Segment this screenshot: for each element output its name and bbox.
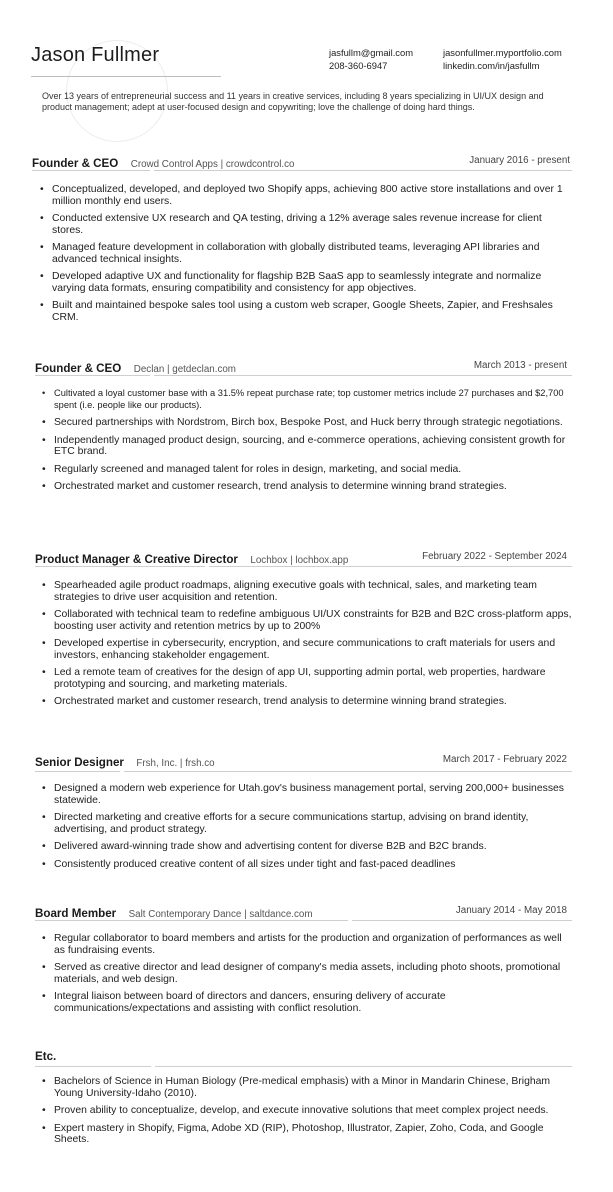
section-rule-left [32,170,150,171]
list-item: • Orchestrated market and customer research, trend analysis to determine winning brand strategies. [40,481,572,493]
section-title: Product Manager & Creative Director [35,553,238,566]
section-header [35,753,215,771]
list-item: • Independently managed product design, sourcing, and e-commerce operations, achieving consistent growth for ETC brand. [40,435,572,458]
section-rule-right [154,170,572,171]
bullet-list [40,1076,572,1146]
list-item: • Built and maintained bespoke sales tool using a custom web scraper, Google Sheets, Zapier, and Freshsales CRM. [38,300,572,324]
list-item: • Secured partnerships with Nordstrom, Birch box, Bespoke Post, and Huck berry through strategic negotiations. [40,417,572,429]
contact-portfolio[interactable]: jasonfullmer.myportfolio.com [443,47,562,58]
section-company: Lochbox | lochbox.app [250,555,349,566]
section-header [35,1047,56,1065]
section-rule-left [35,375,150,376]
section-rule-left [35,566,205,567]
list-item: • Conceptualized, developed, and deployed two Shopify apps, achieving 800 active store installations and over 1 million monthly end users. [38,184,572,208]
list-item: • Collaborated with technical team to redefine ambiguous UI/UX constraints for B2B and B2C cross-platform apps, boosting user activity and retention metrics by up to 200% [40,609,572,632]
section-rule-right [352,920,572,921]
list-item: • Directed marketing and creative efforts for a secure communications startup, advising on brand identity, advertising, and product strategy. [40,812,572,835]
list-item: • Expert mastery in Shopify, Figma, Adobe XD (RIP), Photoshop, Illustrator, Zapier, Zoho, Coda, and Google Sheets. [40,1123,572,1146]
section-title: Senior Designer [35,756,124,769]
bullet-list [40,933,572,1014]
section-date: January 2016 - present [469,155,570,166]
bullet-list [40,783,572,870]
list-item: • Delivered award-winning trade show and advertising content for diverse B2B and B2C brands. [40,841,572,853]
contact-linkedin[interactable]: linkedin.com/in/jasfullm [443,60,540,71]
list-item: • Conducted extensive UX research and QA testing, driving a 12% average sales revenue increase for client stores. [38,213,572,237]
section-date: March 2013 - present [473,360,567,371]
list-item: • Orchestrated market and customer research, trend analysis to determine winning brand strategies. [40,696,572,708]
list-item: • Served as creative director and lead designer of company's media assets, including photo shoots, promotional materials, and web design. [40,962,572,985]
list-item: • Regularly screened and managed talent for roles in design, marketing, and social media. [40,464,572,476]
list-item: • Designed a modern web experience for Utah.gov's business management portal, serving 200,000+ businesses statewide. [40,783,572,806]
section-rule-left [35,771,120,772]
section-company: Frsh, Inc. | frsh.co [136,758,215,769]
summary-text: Over 13 years of entrepreneurial success and 11 years in creative services, including 8 years specializing in UI/UX design and product management; adept at user-focused design and copywriting; love the challenge of doing hard things. [42,91,544,112]
section-date: February 2022 - September 2024 [422,551,567,562]
list-item: • Bachelors of Science in Human Biology (Pre-medical emphasis) with a Minor in Mandarin Chinese, Brigham Young University-Idaho (2010). [40,1076,572,1099]
section-rule-right [209,566,572,567]
section-date: January 2014 - May 2018 [455,905,567,916]
section-date: March 2017 - February 2022 [442,754,567,765]
bullet-list [40,580,572,708]
list-item: • Developed expertise in cybersecurity, encryption, and secure communications to craft materials for users and investors, enhancing stakeholder engagement. [40,638,572,661]
name-divider [31,76,221,77]
list-item: • Proven ability to conceptualize, develop, and execute innovative solutions that meet complex project needs. [40,1105,572,1117]
section-rule-right [154,375,572,376]
section-rule-right [155,1066,572,1067]
section-company: Crowd Control Apps | crowdcontrol.co [130,159,295,170]
list-item: • Led a remote team of creatives for the design of app UI, supporting admin portal, web properties, hardware prototyping and sourcing, and marketing materials. [40,667,572,690]
list-item: • Consistently produced creative content of all sizes under tight and fast-paced deadlines [40,859,572,871]
list-item: • Cultivated a loyal customer base with a 31.5% repeat purchase rate; top customer metrics include 27 purchases and $2,700 spent (i.e. people like our products). [40,388,572,411]
section-rule-right [124,771,572,772]
section-title: Founder & CEO [35,362,122,375]
section-company: Declan | getdeclan.com [133,364,236,375]
section-title: Founder & CEO [32,157,119,170]
contact-email[interactable]: jasfullm@gmail.com [329,47,414,58]
list-item: • Developed adaptive UX and functionality for flagship B2B SaaS app to seamlessly integrate and normalize varying data formats, ensuring compatibility and consistency for app objectives. [38,271,572,295]
bullet-list [38,184,572,324]
list-item: • Spearheaded agile product roadmaps, aligning executive goals with technical, sales, and marketing team strategies to drive user acquisition and retention. [40,580,572,603]
section-title: Board Member [35,907,117,920]
list-item: • Regular collaborator to board members and artists for the production and organization of performances as well as fundraising events. [40,933,572,956]
section-rule-left [35,920,348,921]
candidate-name: Jason Fullmer [31,44,160,66]
list-item: • Managed feature development in collaboration with globally distributed teams, leveraging API libraries and advanced technical insights. [38,242,572,266]
list-item: • Integral liaison between board of directors and dancers, ensuring delivery of accurate communications/expectations and assisting with conflict resolution. [40,991,572,1014]
bullet-list [40,388,572,493]
section-title: Etc. [35,1050,57,1063]
contact-phone[interactable]: 208-360-6947 [329,60,388,71]
section-company: Salt Contemporary Dance | saltdance.com [128,909,313,920]
section-rule-left [35,1066,151,1067]
